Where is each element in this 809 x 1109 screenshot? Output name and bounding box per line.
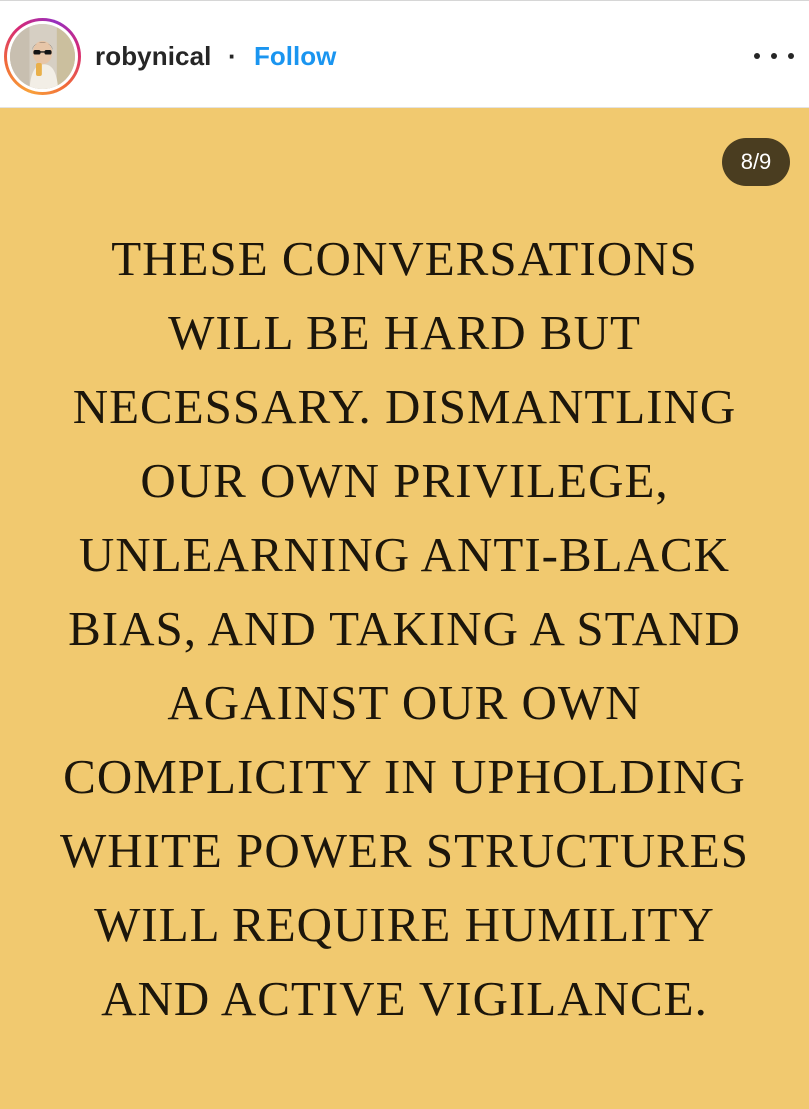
dot-icon	[788, 53, 794, 59]
post-image[interactable]	[0, 108, 809, 1109]
dot-icon	[754, 53, 760, 59]
avatar[interactable]	[10, 24, 75, 89]
story-ring[interactable]	[4, 18, 81, 95]
quote-line: AND ACTIVE VIGILANCE.	[101, 971, 708, 1026]
quote-line: WILL BE HARD BUT	[168, 305, 641, 360]
username-link[interactable]: robynical	[95, 41, 212, 71]
avatar-photo-icon	[10, 24, 75, 89]
quote-line: AGAINST OUR OWN	[167, 675, 642, 730]
quote-line: NECESSARY. DISMANTLING	[72, 379, 737, 434]
quote-line: COMPLICITY IN UPHOLDING	[63, 749, 746, 804]
avatar-border	[7, 21, 78, 92]
more-options-icon[interactable]	[754, 46, 794, 66]
quote-line: OUR OWN PRIVILEGE,	[140, 453, 669, 508]
quote-line: WHITE POWER STRUCTURES	[60, 823, 749, 878]
quote-line: WILL REQUIRE HUMILITY	[94, 897, 715, 952]
dot-icon	[771, 53, 777, 59]
quote-line: UNLEARNING ANTI-BLACK	[78, 527, 731, 582]
quote-line: BIAS, AND TAKING A STAND	[68, 601, 741, 656]
separator-dot: ·	[228, 41, 237, 71]
quote-text	[0, 222, 809, 1036]
quote-line: THESE CONVERSATIONS	[111, 231, 698, 286]
slide-counter-badge: 8/9	[722, 138, 790, 186]
follow-button[interactable]: Follow	[254, 41, 337, 71]
post-header	[0, 0, 809, 108]
